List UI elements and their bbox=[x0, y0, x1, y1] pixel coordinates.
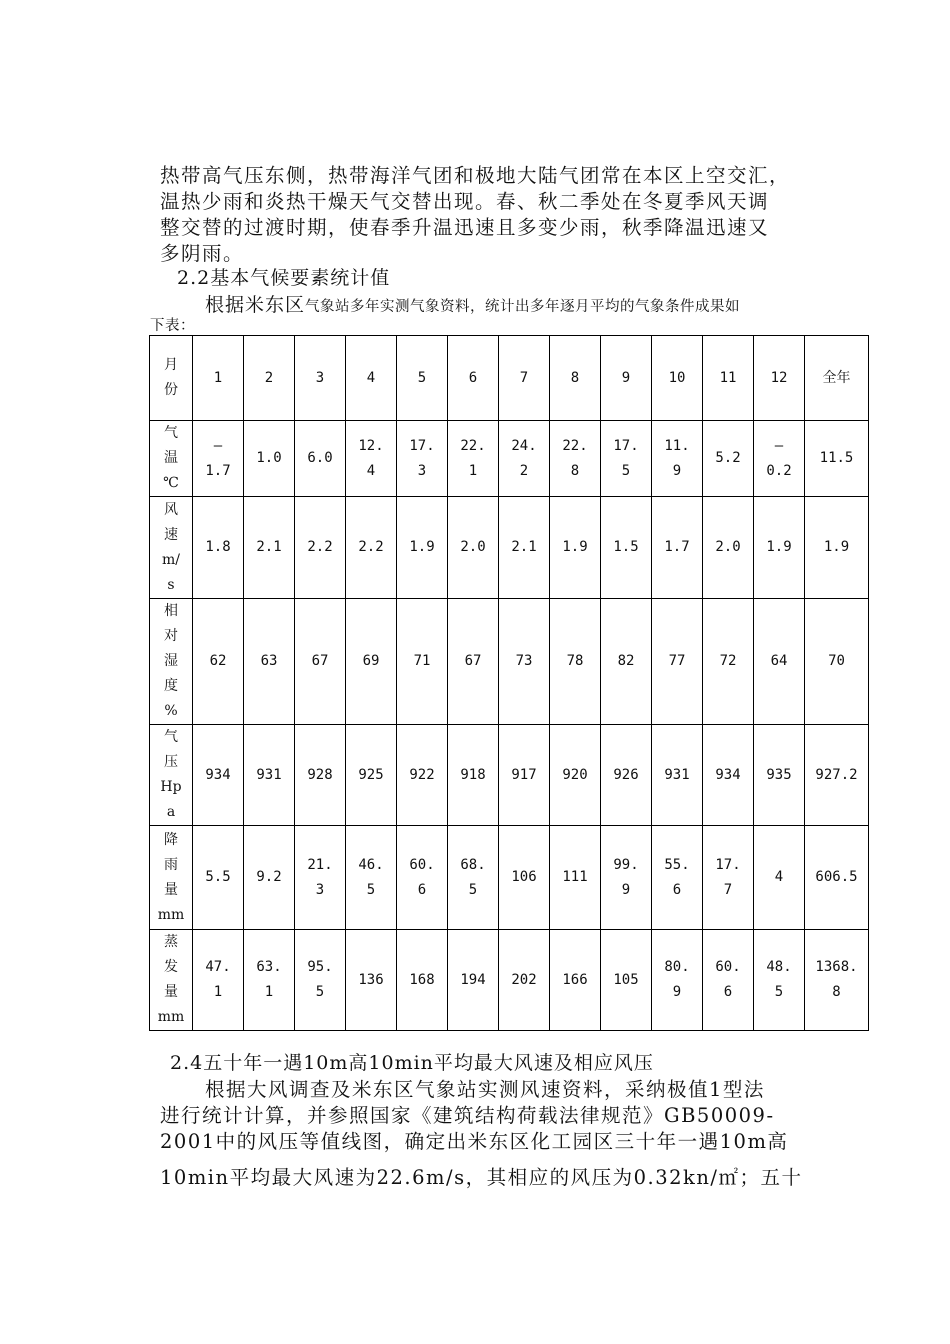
cell-value-line: 4 bbox=[774, 869, 784, 885]
table-cell bbox=[703, 599, 754, 725]
table-intro bbox=[205, 290, 740, 317]
month-header-cell: 4 bbox=[346, 336, 397, 421]
month-header-cell: 5 bbox=[397, 336, 448, 421]
row-label-cell bbox=[150, 826, 193, 930]
table-cell bbox=[499, 421, 550, 497]
table-cell bbox=[193, 826, 244, 930]
cell-value-line: 5 bbox=[621, 462, 631, 479]
table-cell bbox=[244, 421, 295, 497]
paragraph-line: 整交替的过渡时期，使春季升温迅速且多变少雨，秋季降温迅速又 bbox=[160, 216, 770, 239]
paragraph-line: 2001中的风压等值线图，确定出米东区化工园区三十年一遇10m高 bbox=[160, 1130, 789, 1153]
table-cell bbox=[448, 930, 499, 1031]
row-label-line: 降 bbox=[164, 831, 178, 848]
section-heading-2-2: 2.2基本气候要素统计值 bbox=[177, 267, 391, 289]
table-cell bbox=[805, 930, 869, 1031]
table-cell bbox=[193, 497, 244, 599]
cell-value-line: 194 bbox=[460, 971, 486, 988]
row-label-line: 度 bbox=[164, 678, 178, 694]
cell-value-line: 64 bbox=[770, 653, 788, 669]
cell-value-line: 2.1 bbox=[256, 539, 282, 555]
cell-value-line: 1.0 bbox=[256, 450, 282, 466]
table-cell bbox=[397, 497, 448, 599]
table-cell bbox=[397, 930, 448, 1031]
cell-value-line: 2.2 bbox=[358, 539, 384, 555]
table-cell bbox=[805, 421, 869, 497]
cell-value-line: 934 bbox=[715, 766, 741, 783]
cell-value-line: 46. bbox=[358, 856, 384, 873]
table-cell bbox=[550, 930, 601, 1031]
row-label-line: 月 bbox=[164, 357, 178, 373]
table-row bbox=[150, 421, 869, 497]
cell-value-line: 5.5 bbox=[205, 869, 231, 885]
cell-value-line: 0.2 bbox=[766, 462, 792, 479]
cell-value-line: 22. bbox=[460, 437, 486, 454]
row-label-line: 对 bbox=[164, 628, 178, 644]
cell-value-line: 6 bbox=[723, 984, 733, 1000]
cell-value-line: 67 bbox=[464, 653, 482, 669]
table-cell bbox=[193, 599, 244, 725]
cell-value-line: 82 bbox=[617, 653, 635, 669]
cell-value-line: 1.7 bbox=[664, 539, 690, 555]
cell-value-line: 9.2 bbox=[256, 869, 282, 885]
row-label-line: 发 bbox=[164, 959, 178, 975]
table-cell bbox=[193, 421, 244, 497]
table-row bbox=[150, 725, 869, 826]
cell-value-line: 1.5 bbox=[613, 539, 639, 555]
table-cell bbox=[346, 930, 397, 1031]
cell-value-line: 78 bbox=[566, 653, 584, 669]
cell-value-line: 11. bbox=[664, 437, 690, 454]
table-cell bbox=[193, 930, 244, 1031]
climate-statistics-table bbox=[149, 335, 869, 1031]
cell-value-line: 1.9 bbox=[823, 539, 850, 555]
paragraph-line: 根据大风调查及米东区气象站实测风速资料，采纳极值1型法 bbox=[205, 1078, 765, 1101]
cell-value-line: 106 bbox=[511, 869, 537, 885]
cell-value-line: 67 bbox=[311, 653, 329, 669]
cell-value-line: 21. bbox=[307, 856, 333, 873]
cell-value-line: 606.5 bbox=[815, 869, 858, 885]
table-cell bbox=[550, 826, 601, 930]
cell-value-line: – bbox=[774, 437, 784, 454]
cell-value-line: 73 bbox=[515, 653, 533, 669]
cell-value-line: 22. bbox=[562, 437, 588, 454]
row-label-cell bbox=[150, 421, 193, 497]
cell-value-line: 168 bbox=[409, 971, 435, 988]
row-label-line: 风 bbox=[164, 501, 178, 518]
table-cell bbox=[448, 826, 499, 930]
cell-value-line: 5 bbox=[468, 881, 478, 898]
cell-value-line: 931 bbox=[256, 766, 282, 783]
table-cell bbox=[601, 599, 652, 725]
cell-value-line: 1 bbox=[468, 462, 478, 479]
table-cell bbox=[346, 497, 397, 599]
paragraph-line: 10min平均最大风速为22.6m/s，其相应的风压为0.32kn/㎡；五十 bbox=[160, 1166, 803, 1189]
table-cell bbox=[703, 421, 754, 497]
table-cell bbox=[448, 421, 499, 497]
row-label-line: 气 bbox=[164, 729, 178, 745]
cell-value-line: 922 bbox=[409, 766, 435, 783]
cell-value-line: 1 bbox=[264, 984, 274, 1000]
table-cell bbox=[244, 930, 295, 1031]
row-label-cell bbox=[150, 725, 193, 826]
table-cell bbox=[601, 497, 652, 599]
cell-value-line: 9 bbox=[672, 984, 682, 1000]
table-cell bbox=[601, 421, 652, 497]
cell-value-line: 70 bbox=[828, 653, 845, 669]
cell-value-line: 17. bbox=[409, 437, 435, 454]
table-row bbox=[150, 599, 869, 725]
table-cell bbox=[295, 826, 346, 930]
cell-value-line: 68. bbox=[460, 856, 486, 873]
cell-value-line: 2.0 bbox=[715, 539, 741, 555]
row-label-line: 量 bbox=[164, 881, 178, 898]
month-header-cell: 8 bbox=[550, 336, 601, 421]
table-cell bbox=[703, 725, 754, 826]
row-label-cell bbox=[150, 930, 193, 1031]
table-cell bbox=[346, 421, 397, 497]
table-cell bbox=[652, 497, 703, 599]
cell-value-line: 935 bbox=[766, 766, 792, 783]
section-heading-2-4: 2.4五十年一遇10m高10min平均最大风速及相应风压 bbox=[170, 1052, 654, 1074]
paragraph-line: 热带高气压东侧，热带海洋气团和极地大陆气团常在本区上空交汇， bbox=[160, 164, 791, 187]
cell-value-line: 111 bbox=[562, 869, 588, 885]
cell-value-line: 7 bbox=[723, 881, 733, 898]
table-cell bbox=[652, 930, 703, 1031]
cell-value-line: 3 bbox=[315, 881, 325, 898]
cell-value-line: 931 bbox=[664, 766, 690, 783]
cell-value-line: 12. bbox=[358, 437, 384, 454]
table-cell bbox=[652, 826, 703, 930]
table-cell bbox=[703, 497, 754, 599]
row-label-line: 相 bbox=[164, 603, 178, 619]
cell-value-line: 1 bbox=[213, 984, 223, 1000]
cell-value-line: 5 bbox=[366, 881, 376, 898]
table-cell bbox=[703, 826, 754, 930]
cell-value-line: 55. bbox=[664, 856, 690, 873]
month-header-cell: 1 bbox=[193, 336, 244, 421]
row-label-line: 气 bbox=[164, 425, 178, 441]
row-label-line: mm bbox=[157, 906, 185, 923]
table-intro-continued: 下表： bbox=[150, 318, 195, 334]
cell-value-line: 47. bbox=[205, 959, 231, 975]
row-label-line: 速 bbox=[164, 526, 178, 543]
cell-value-line: 925 bbox=[358, 766, 384, 783]
row-label-line: ℃ bbox=[163, 475, 179, 491]
table-cell bbox=[805, 497, 869, 599]
table-cell bbox=[244, 826, 295, 930]
intro-text-small: 气象站多年实测气象资料，统计出多年逐月平均的气象条件成果如 bbox=[305, 299, 741, 315]
month-header-cell: 6 bbox=[448, 336, 499, 421]
cell-value-line: 920 bbox=[562, 766, 588, 783]
table-cell bbox=[754, 599, 805, 725]
table-cell bbox=[397, 599, 448, 725]
table-cell bbox=[448, 599, 499, 725]
month-header-cell: 7 bbox=[499, 336, 550, 421]
cell-value-line: 62 bbox=[209, 653, 227, 669]
row-label-line: % bbox=[164, 703, 178, 719]
table-cell bbox=[601, 826, 652, 930]
table-cell bbox=[499, 725, 550, 826]
table-cell bbox=[244, 497, 295, 599]
table-cell bbox=[295, 725, 346, 826]
cell-value-line: 95. bbox=[307, 959, 333, 975]
table-cell bbox=[295, 599, 346, 725]
table-cell bbox=[805, 599, 869, 725]
cell-value-line: 926 bbox=[613, 766, 639, 783]
table-cell bbox=[754, 930, 805, 1031]
table-cell bbox=[499, 826, 550, 930]
table-cell bbox=[805, 826, 869, 930]
cell-value-line: 60. bbox=[409, 856, 435, 873]
cell-value-line: 927.2 bbox=[815, 766, 858, 783]
row-label-line: m/ bbox=[162, 551, 180, 568]
cell-value-line: 6.0 bbox=[307, 450, 333, 466]
table-cell bbox=[703, 930, 754, 1031]
table-row bbox=[150, 826, 869, 930]
table-cell bbox=[652, 421, 703, 497]
month-header-cell: 12 bbox=[754, 336, 805, 421]
cell-value-line: 2.0 bbox=[460, 539, 486, 555]
table-cell bbox=[397, 826, 448, 930]
cell-value-line: 2 bbox=[519, 462, 529, 479]
cell-value-line: 63 bbox=[260, 653, 278, 669]
table-body bbox=[150, 336, 869, 1031]
cell-value-line: 99. bbox=[613, 856, 639, 873]
month-header-cell: 3 bbox=[295, 336, 346, 421]
cell-value-line: 3 bbox=[417, 462, 427, 479]
table-cell bbox=[499, 599, 550, 725]
month-header-cell: 10 bbox=[652, 336, 703, 421]
table-header-row bbox=[150, 336, 869, 421]
cell-value-line: 69 bbox=[362, 653, 380, 669]
table-row bbox=[150, 497, 869, 599]
table-cell bbox=[499, 497, 550, 599]
month-header-cell: 2 bbox=[244, 336, 295, 421]
cell-value-line: – bbox=[213, 437, 223, 454]
table-cell bbox=[499, 930, 550, 1031]
row-label-line: 雨 bbox=[164, 856, 178, 873]
cell-value-line: 17. bbox=[715, 856, 741, 873]
table-cell bbox=[397, 725, 448, 826]
cell-value-line: 136 bbox=[358, 971, 384, 988]
cell-value-line: 917 bbox=[511, 766, 537, 783]
cell-value-line: 8 bbox=[570, 462, 580, 479]
month-header-cell: 11 bbox=[703, 336, 754, 421]
cell-value-line: 17. bbox=[613, 437, 639, 454]
cell-value-line: 202 bbox=[511, 971, 537, 988]
cell-value-line: 9 bbox=[672, 462, 682, 479]
table-cell bbox=[601, 930, 652, 1031]
table-row bbox=[150, 930, 869, 1031]
cell-value-line: 6 bbox=[417, 881, 427, 898]
cell-value-line: 24. bbox=[511, 437, 537, 454]
paragraph-line: 多阴雨。 bbox=[160, 242, 245, 265]
cell-value-line: 71 bbox=[413, 653, 431, 669]
intro-text-large: 根据米东区 bbox=[205, 294, 306, 316]
cell-value-line: 48. bbox=[766, 959, 792, 975]
cell-value-line: 1.8 bbox=[205, 539, 231, 555]
cell-value-line: 934 bbox=[205, 766, 231, 783]
paragraph-line: 温热少雨和炎热干燥天气交替出现。春、秋二季处在冬夏季风天调 bbox=[160, 190, 770, 213]
table-cell bbox=[193, 725, 244, 826]
cell-value-line: 1.9 bbox=[766, 539, 792, 555]
row-label-line: Hp bbox=[160, 779, 182, 795]
cell-value-line: 63. bbox=[256, 959, 282, 975]
table-cell bbox=[295, 930, 346, 1031]
cell-value-line: 5.2 bbox=[715, 450, 741, 466]
table-cell bbox=[448, 725, 499, 826]
cell-value-line: 928 bbox=[307, 766, 333, 783]
paragraph-line: 进行统计计算，并参照国家《建筑结构荷载法律规范》GB50009- bbox=[160, 1104, 775, 1127]
table-cell bbox=[754, 421, 805, 497]
table-cell bbox=[346, 725, 397, 826]
cell-value-line: 77 bbox=[668, 653, 686, 669]
table-cell bbox=[550, 599, 601, 725]
month-header-cell: 9 bbox=[601, 336, 652, 421]
table-cell bbox=[448, 497, 499, 599]
table-cell bbox=[550, 421, 601, 497]
table-cell bbox=[244, 599, 295, 725]
table-cell bbox=[805, 725, 869, 826]
table-cell bbox=[346, 599, 397, 725]
cell-value-line: 80. bbox=[664, 959, 690, 975]
cell-value-line: 9 bbox=[621, 881, 631, 898]
row-label-line: mm bbox=[157, 1009, 185, 1025]
row-label-line: a bbox=[166, 804, 176, 820]
row-label-line: 蒸 bbox=[164, 934, 178, 950]
cell-value-line: 1.7 bbox=[205, 462, 231, 479]
cell-value-line: 105 bbox=[613, 971, 639, 988]
cell-value-line: 1.9 bbox=[409, 539, 435, 555]
table-cell bbox=[550, 725, 601, 826]
cell-value-line: 166 bbox=[562, 971, 588, 988]
cell-value-line: 2.2 bbox=[307, 539, 333, 555]
table-cell bbox=[601, 725, 652, 826]
table-cell bbox=[550, 497, 601, 599]
table-cell bbox=[754, 725, 805, 826]
cell-value-line: 60. bbox=[715, 959, 741, 975]
cell-value-line: 8 bbox=[832, 984, 841, 1000]
cell-value-line: 72 bbox=[719, 653, 737, 669]
table-cell bbox=[652, 599, 703, 725]
table-cell bbox=[397, 421, 448, 497]
cell-value-line: 6 bbox=[672, 881, 682, 898]
table-cell bbox=[754, 497, 805, 599]
cell-value-line: 11.5 bbox=[819, 450, 854, 466]
row-label-line: 湿 bbox=[164, 653, 178, 669]
row-label-line: 压 bbox=[164, 754, 178, 770]
table-cell bbox=[295, 421, 346, 497]
table-cell bbox=[346, 826, 397, 930]
cell-value-line: 1368. bbox=[815, 959, 858, 975]
table-cell bbox=[244, 725, 295, 826]
row-label-cell bbox=[150, 497, 193, 599]
cell-value-line: 1.9 bbox=[562, 539, 588, 555]
row-label-cell bbox=[150, 599, 193, 725]
cell-value-line: 918 bbox=[460, 766, 486, 783]
month-header-cell: 全年 bbox=[805, 336, 869, 421]
row-label-line: 温 bbox=[164, 450, 178, 466]
row-label-line: 量 bbox=[164, 984, 178, 1000]
cell-value-line: 5 bbox=[315, 984, 325, 1000]
table-cell bbox=[754, 826, 805, 930]
table-cell bbox=[652, 725, 703, 826]
row-label-line: 份 bbox=[164, 382, 178, 398]
row-label-line: s bbox=[167, 576, 175, 593]
table-cell bbox=[295, 497, 346, 599]
cell-value-line: 2.1 bbox=[511, 539, 537, 555]
row-label-cell bbox=[150, 336, 193, 421]
cell-value-line: 5 bbox=[774, 984, 784, 1000]
cell-value-line: 4 bbox=[366, 462, 376, 479]
